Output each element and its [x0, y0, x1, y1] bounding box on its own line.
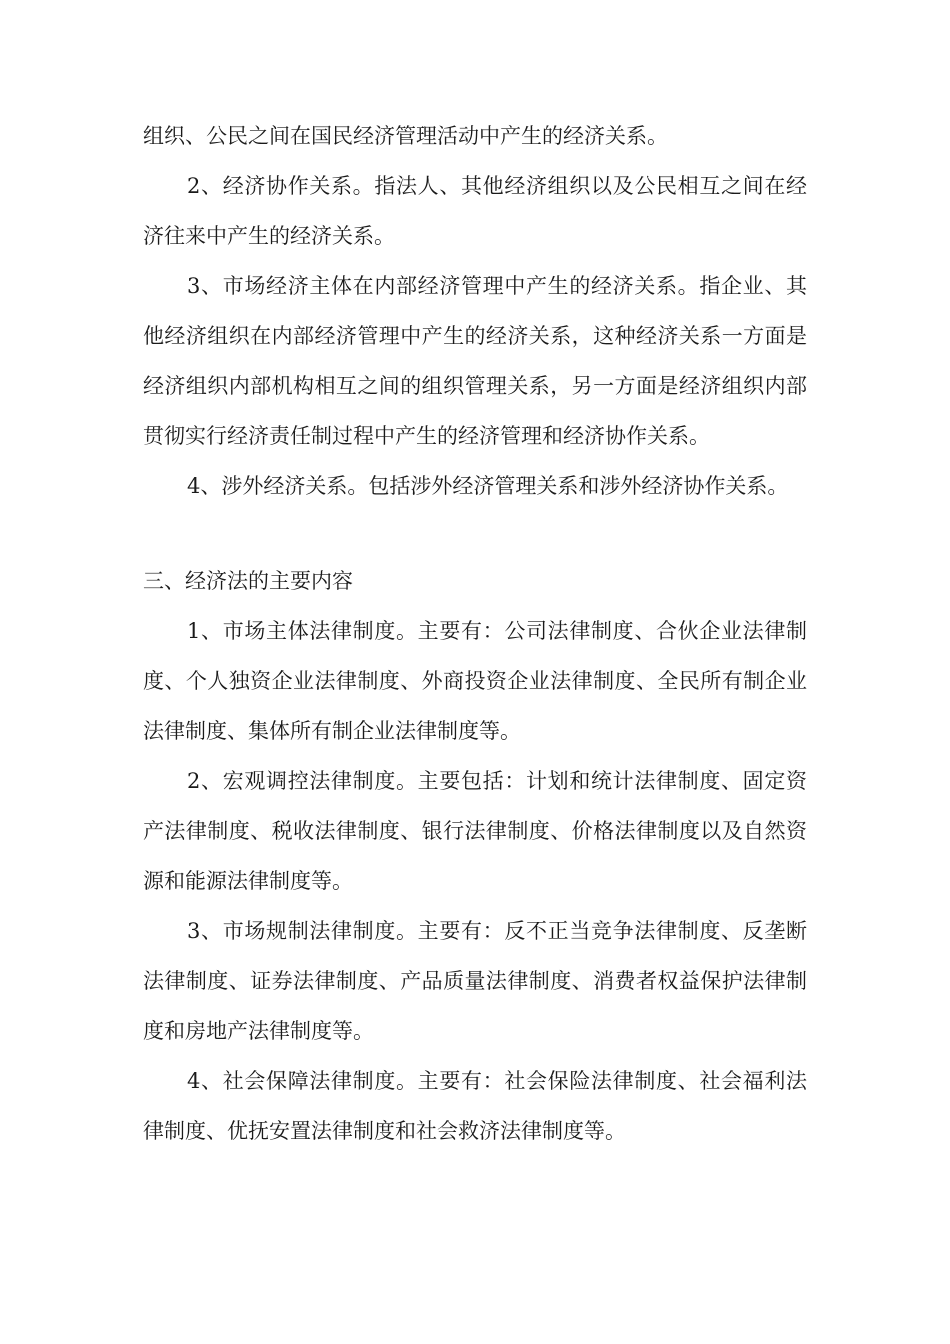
economic-relations-section: [143, 111, 807, 511]
paragraph-economic-cooperation: 2、经济协作关系。指法人、其他经济组织以及公民相互之间在经济往来中产生的经济关系。: [143, 174, 807, 248]
paragraph-foreign-relations: 4、涉外经济关系。包括涉外经济管理关系和涉外经济协作关系。: [187, 474, 789, 498]
continuation-paragraph: 组织、公民之间在国民经济管理活动中产生的经济关系。: [143, 124, 668, 148]
section-heading: 三、经济法的主要内容: [143, 569, 353, 593]
paragraph-market-regulation-law: 3、市场规制法律制度。主要有：反不正当竞争法律制度、反垄断法律制度、证券法律制度、产品质量法律制度、消费者权益保护法律制度和房地产法律制度等。: [143, 919, 807, 1043]
paragraph-macro-control-law: 2、宏观调控法律制度。主要包括：计划和统计法律制度、固定资产法律制度、税收法律制度、银行法律制度、价格法律制度以及自然资源和能源法律制度等。: [143, 769, 807, 893]
main-content-section: [143, 556, 807, 1156]
paragraph-internal-management: 3、市场经济主体在内部经济管理中产生的经济关系。指企业、其他经济组织在内部经济管理中产生的经济关系，这种经济关系一方面是经济组织内部机构相互之间的组织管理关系，另一方面是经济组织内部贯彻实行经济责任制过程中产生的经济管理和经济协作关系。: [143, 274, 807, 448]
paragraph-market-entity-law: 1、市场主体法律制度。主要有：公司法律制度、合伙企业法律制度、个人独资企业法律制度、外商投资企业法律制度、全民所有制企业法律制度、集体所有制企业法律制度等。: [143, 619, 807, 743]
paragraph-social-security-law: 4、社会保障法律制度。主要有：社会保险法律制度、社会福利法律制度、优抚安置法律制度和社会救济法律制度等。: [143, 1069, 807, 1143]
